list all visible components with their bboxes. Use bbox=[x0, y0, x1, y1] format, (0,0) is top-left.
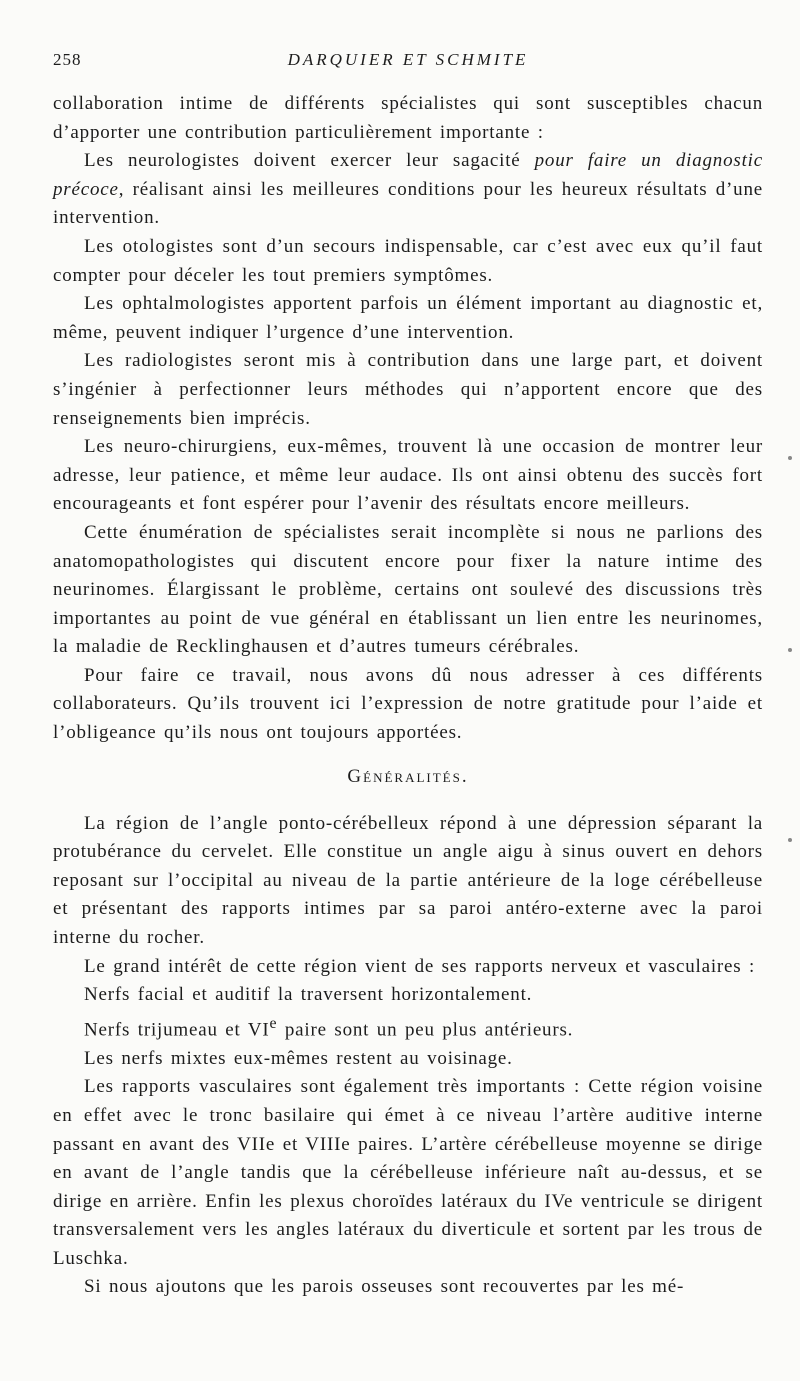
page-header bbox=[53, 50, 763, 90]
paragraph: Si nous ajoutons que les parois osseuses sont recouvertes par les mé- bbox=[84, 1276, 685, 1298]
paragraph: Les ophtalmologistes apportent parfois un élément important au diagnostic et, même, peuvent indiquer l’urgence d’une intervention. bbox=[53, 293, 763, 343]
scan-speck bbox=[788, 648, 792, 652]
paragraph: collaboration intime de différents spécialistes qui sont susceptibles chacun d’apporter une contribution particulièrement importante : bbox=[53, 93, 763, 143]
paragraph: Nerfs trijumeau et VIe paire sont un peu plus antérieurs. bbox=[84, 1014, 574, 1041]
paragraph: Les neurologistes doivent exercer leur sagacité pour faire un diagnostic précoce, réalisant ainsi les meilleures conditions pour les heureux résultats d’une intervention. bbox=[53, 150, 763, 229]
page-number: 258 bbox=[53, 50, 82, 69]
paragraph: Pour faire ce travail, nous avons dû nous adresser à ces différents collaborateurs. Qu’ils trouvent ici l’expression de notre gratitude pour l’aide et l’obligeance qu’ils nous ont toujours apportées. bbox=[53, 664, 763, 744]
emphasis: pour faire un diagnostic précoce bbox=[53, 150, 763, 200]
paragraph: Nerfs facial et auditif la traversent horizontalement. bbox=[84, 984, 533, 1006]
paragraph: Les nerfs mixtes eux-mêmes restent au voisinage. bbox=[84, 1047, 513, 1069]
running-title: DARQUIER ET SCHMITE bbox=[287, 50, 529, 69]
paragraph: La région de l’angle ponto-cérébelleux répond à une dépression séparant la protubérance du cervelet. Elle constitue un angle aigu à sinus ouvert en dehors reposant sur l’occipital au niveau de la partie antérieure de la loge cérébelleuse et présentant des rapports intimes par sa paroi antéro-externe avec la paroi interne du rocher. bbox=[53, 812, 763, 949]
paragraph: Cette énumération de spécialistes serait incomplète si nous ne parlions des anatomopathologistes qui discutent encore pour fixer la nature intime des neurinomes. Élargissant le problème, certains ont soulevé des discussions très importantes au point de vue général en établissant un lien entre les neurinomes, la maladie de Recklinghausen et d’autres tumeurs cérébrales. bbox=[53, 521, 763, 658]
page bbox=[53, 50, 763, 1302]
paragraph: Les radiologistes seront mis à contribution dans une large part, et doivent s’ingénier à perfectionner leurs méthodes qui n’apportent encore que des renseignements bien imprécis. bbox=[53, 350, 763, 429]
section-title: Généralités. bbox=[347, 765, 469, 787]
paragraph: Les neuro-chirurgiens, eux-mêmes, trouvent là une occasion de montrer leur adresse, leur patience, et même leur audace. Ils ont ainsi obtenu des succès fort encourageants et font espérer pour l’avenir des résultats encore meilleurs. bbox=[53, 436, 763, 515]
scan-speck bbox=[788, 838, 792, 842]
scan-speck bbox=[788, 456, 792, 460]
paragraph: Les otologistes sont d’un secours indispensable, car c’est avec eux qu’il faut compter pour déceler les tout premiers symptômes. bbox=[53, 235, 763, 286]
paragraph: Le grand intérêt de cette région vient de ses rapports nerveux et vasculaires : bbox=[84, 955, 756, 977]
paragraph: Les rapports vasculaires sont également très importants : Cette région voisine en effet avec le tronc basilaire qui émet à ce niveau l’artère auditive interne passant en avant des VIIe et VIIIe paires. L’artère cérébelleuse moyenne se dirige en avant de l’angle tandis que la cérébelleuse inférieure naît au-dessus, et se dirige en arrière. Enfin les plexus choroïdes latéraux du IVe ventricule se dirigent transversalement vers les angles latéraux du diverticule et sortent par les trous de Luschka. bbox=[53, 1076, 763, 1269]
